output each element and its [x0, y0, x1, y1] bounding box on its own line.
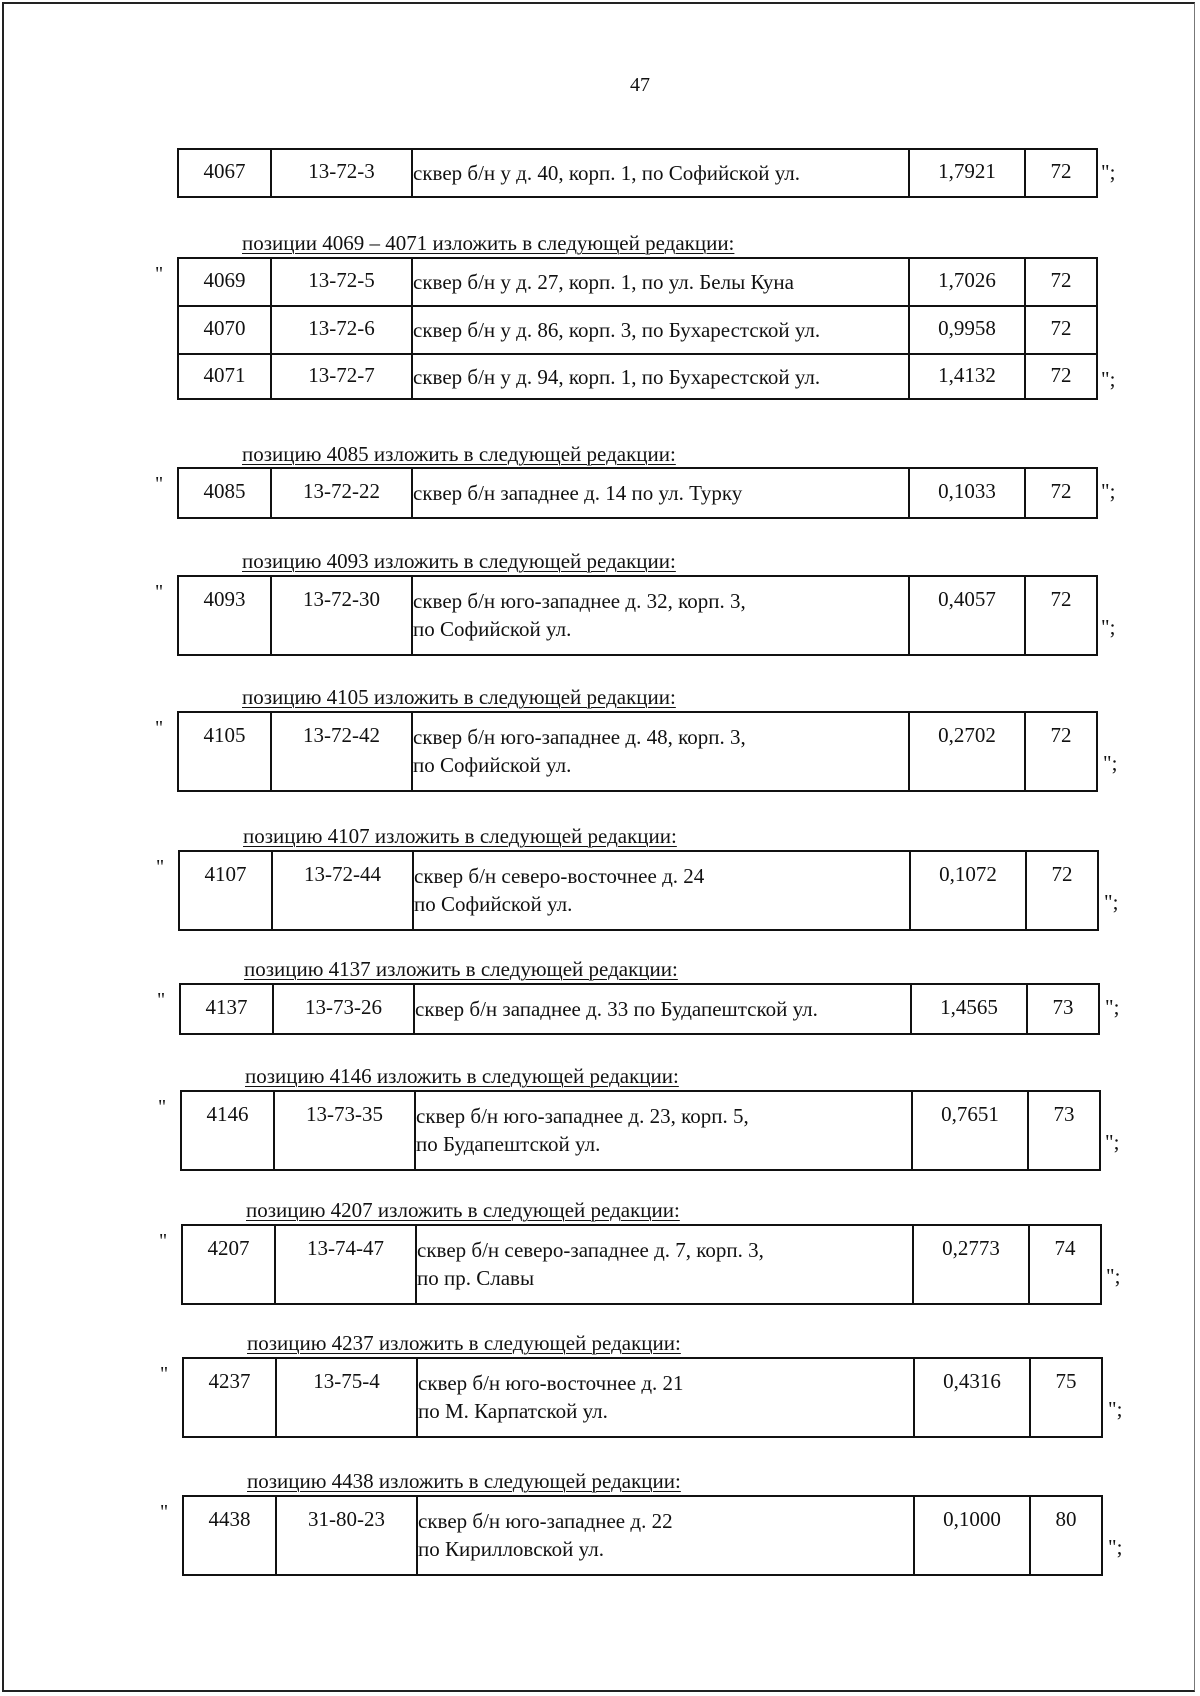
registry-code-cell: [271, 306, 412, 354]
address-cell: [417, 1358, 914, 1437]
area-text: 0,2773: [942, 1236, 1000, 1260]
registry-code-text: 13-72-42: [303, 723, 380, 747]
district-code-text: 72: [1050, 159, 1072, 183]
position-number-cell: [179, 851, 272, 930]
table-row: [182, 1225, 1101, 1304]
district-code-text: 73: [1053, 1102, 1075, 1126]
area-text: 0,1072: [939, 862, 997, 886]
positions-table: [177, 575, 1098, 656]
positions-table: [182, 1357, 1103, 1438]
area-cell: [909, 258, 1025, 306]
district-code-text: 72: [1050, 316, 1072, 340]
position-number-text: 4237: [208, 1369, 251, 1393]
address-text: сквер б/н юго-западнее д. 23, корп. 5, по Будапештской ул.: [416, 1104, 749, 1156]
position-heading-text: позицию 4093 изложить в следующей редакции:: [242, 549, 676, 573]
position-number-cell: [183, 1358, 276, 1437]
position-number-cell: [181, 1091, 274, 1170]
area-cell: [909, 149, 1025, 197]
address-cell: [414, 984, 911, 1034]
address-text: сквер б/н у д. 40, корп. 1, по Софийской ул.: [413, 161, 801, 185]
district-code-text: 72: [1051, 862, 1073, 886]
address-cell: [412, 468, 909, 518]
area-text: 0,2702: [938, 723, 996, 747]
address-text: сквер б/н юго-западнее д. 22 по Кирилловской ул.: [418, 1509, 673, 1561]
position-heading-text: позицию 4146 изложить в следующей редакции:: [245, 1064, 679, 1088]
position-number-text: 4067: [203, 159, 246, 183]
address-cell: [412, 354, 909, 399]
area-text: 1,4132: [938, 363, 996, 387]
district-code-cell: [1025, 712, 1097, 791]
positions-table: [182, 1495, 1103, 1576]
table-row: [183, 1496, 1102, 1575]
area-cell: [909, 576, 1025, 655]
district-code-text: 74: [1054, 1236, 1076, 1260]
area-cell: [909, 468, 1025, 518]
position-heading-text: позицию 4237 изложить в следующей редакции:: [247, 1331, 681, 1355]
position-number-cell: [180, 984, 273, 1034]
position-number-text: 4071: [203, 363, 246, 387]
registry-code-cell: [276, 1496, 417, 1575]
position-heading: [242, 442, 676, 467]
position-number-text: 4085: [203, 479, 246, 503]
area-text: 1,7026: [938, 268, 996, 292]
position-number-cell: [178, 576, 271, 655]
position-heading-text: позицию 4107 изложить в следующей редакции:: [243, 824, 677, 848]
address-text: сквер б/н у д. 94, корп. 1, по Бухарестской ул.: [413, 365, 821, 389]
address-cell: [417, 1496, 914, 1575]
positions-table: [180, 1090, 1101, 1171]
registry-code-text: 31-80-23: [308, 1507, 385, 1531]
positions-table: [179, 983, 1100, 1035]
district-code-cell: [1029, 1225, 1101, 1304]
position-heading: [247, 1469, 681, 1494]
table-row: [178, 258, 1097, 306]
area-cell: [912, 1091, 1028, 1170]
position-heading: [246, 1198, 680, 1223]
position-number-cell: [178, 354, 271, 399]
closing-quote: ";: [1108, 1535, 1123, 1559]
area-cell: [914, 1358, 1030, 1437]
area-text: 0,9958: [938, 316, 996, 340]
registry-code-cell: [271, 712, 412, 791]
position-heading: [242, 685, 676, 710]
position-heading: [244, 957, 678, 982]
closing-quote: ";: [1105, 1130, 1120, 1154]
address-cell: [412, 712, 909, 791]
registry-code-text: 13-72-7: [308, 363, 375, 387]
registry-code-text: 13-73-26: [305, 995, 382, 1019]
table-row: [178, 149, 1097, 197]
position-heading-text: позиции 4069 – 4071 изложить в следующей редакции:: [242, 231, 735, 255]
closing-quote: ";: [1106, 1264, 1121, 1288]
registry-code-cell: [271, 354, 412, 399]
registry-code-cell: [271, 149, 412, 197]
registry-code-text: 13-73-35: [306, 1102, 383, 1126]
opening-quote: ": [157, 989, 166, 1011]
district-code-text: 72: [1050, 479, 1072, 503]
position-number-text: 4093: [203, 587, 246, 611]
registry-code-text: 13-72-3: [308, 159, 375, 183]
registry-code-text: 13-74-47: [307, 1236, 384, 1260]
opening-quote: ": [155, 581, 164, 603]
address-cell: [412, 258, 909, 306]
area-text: 0,4316: [943, 1369, 1001, 1393]
table-row: [179, 851, 1098, 930]
district-code-cell: [1025, 258, 1097, 306]
area-cell: [913, 1225, 1029, 1304]
closing-quote: ";: [1101, 160, 1116, 184]
district-code-cell: [1025, 149, 1097, 197]
positions-table: [181, 1224, 1102, 1305]
address-cell: [413, 851, 910, 930]
position-number-text: 4070: [203, 316, 246, 340]
area-text: 0,1000: [943, 1507, 1001, 1531]
table-row: [180, 984, 1099, 1034]
district-code-cell: [1028, 1091, 1100, 1170]
position-number-cell: [178, 468, 271, 518]
registry-code-text: 13-72-5: [308, 268, 375, 292]
area-text: 1,4565: [940, 995, 998, 1019]
positions-table: [177, 148, 1098, 198]
opening-quote: ": [160, 1501, 169, 1523]
area-cell: [909, 354, 1025, 399]
position-number-cell: [178, 306, 271, 354]
registry-code-cell: [271, 576, 412, 655]
area-cell: [909, 712, 1025, 791]
district-code-text: 72: [1050, 268, 1072, 292]
position-number-cell: [178, 258, 271, 306]
table-row: [181, 1091, 1100, 1170]
address-cell: [412, 149, 909, 197]
registry-code-cell: [271, 468, 412, 518]
address-text: сквер б/н у д. 27, корп. 1, по ул. Белы Куна: [413, 270, 794, 294]
position-heading-text: позицию 4105 изложить в следующей редакции:: [242, 685, 676, 709]
opening-quote: ": [155, 717, 164, 739]
table-row: [178, 354, 1097, 399]
position-number-text: 4207: [207, 1236, 250, 1260]
registry-code-cell: [274, 1091, 415, 1170]
district-code-text: 72: [1050, 587, 1072, 611]
table-row: [178, 712, 1097, 791]
address-text: сквер б/н западнее д. 33 по Будапештской ул.: [415, 997, 818, 1021]
address-text: сквер б/н северо-восточнее д. 24 по Софийской ул.: [414, 864, 705, 916]
address-cell: [415, 1091, 912, 1170]
position-heading: [242, 231, 734, 256]
opening-quote: ": [158, 1096, 167, 1118]
positions-table: [177, 711, 1098, 792]
position-heading-text: позицию 4085 изложить в следующей редакции:: [242, 442, 676, 466]
area-text: 0,7651: [941, 1102, 999, 1126]
district-code-text: 75: [1055, 1369, 1077, 1393]
position-heading-text: позицию 4207 изложить в следующей редакции:: [246, 1198, 680, 1222]
table-row: [178, 468, 1097, 518]
opening-quote: ": [160, 1363, 169, 1385]
area-text: 0,4057: [938, 587, 996, 611]
district-code-cell: [1030, 1496, 1102, 1575]
position-number-text: 4438: [208, 1507, 251, 1531]
position-heading-text: позицию 4137 изложить в следующей редакции:: [244, 957, 678, 981]
opening-quote: ": [156, 856, 165, 878]
district-code-text: 72: [1050, 363, 1072, 387]
registry-code-cell: [273, 984, 414, 1034]
closing-quote: ";: [1101, 615, 1116, 639]
address-cell: [412, 576, 909, 655]
registry-code-cell: [272, 851, 413, 930]
district-code-cell: [1026, 851, 1098, 930]
position-number-cell: [182, 1225, 275, 1304]
area-text: 0,1033: [938, 479, 996, 503]
district-code-cell: [1025, 576, 1097, 655]
position-number-cell: [178, 149, 271, 197]
table-row: [178, 306, 1097, 354]
address-text: сквер б/н юго-восточнее д. 21 по М. Карпатской ул.: [418, 1371, 684, 1423]
area-cell: [909, 306, 1025, 354]
position-number-text: 4107: [204, 862, 247, 886]
opening-quote: ": [155, 473, 164, 495]
opening-quote: ": [159, 1230, 168, 1252]
registry-code-cell: [271, 258, 412, 306]
table-row: [178, 576, 1097, 655]
closing-quote: ";: [1105, 995, 1120, 1019]
position-number-text: 4137: [205, 995, 248, 1019]
closing-quote: ";: [1104, 890, 1119, 914]
position-heading-text: позицию 4438 изложить в следующей редакции:: [247, 1469, 681, 1493]
registry-code-text: 13-75-4: [313, 1369, 380, 1393]
district-code-cell: [1027, 984, 1099, 1034]
position-number-text: 4146: [206, 1102, 249, 1126]
registry-code-cell: [276, 1358, 417, 1437]
positions-table: [177, 257, 1098, 400]
address-text: сквер б/н юго-западнее д. 32, корп. 3, по Софийской ул.: [413, 589, 746, 641]
position-heading: [247, 1331, 681, 1356]
address-text: сквер б/н северо-западнее д. 7, корп. 3, по пр. Славы: [417, 1238, 764, 1290]
district-code-text: 72: [1050, 723, 1072, 747]
address-cell: [416, 1225, 913, 1304]
address-text: сквер б/н юго-западнее д. 48, корп. 3, по Софийской ул.: [413, 725, 746, 777]
closing-quote: ";: [1103, 751, 1118, 775]
position-number-text: 4069: [203, 268, 246, 292]
position-heading: [243, 824, 677, 849]
position-number-text: 4105: [203, 723, 246, 747]
page-number: 47: [630, 74, 650, 96]
district-code-text: 73: [1052, 995, 1074, 1019]
district-code-cell: [1025, 306, 1097, 354]
registry-code-text: 13-72-30: [303, 587, 380, 611]
position-number-cell: [178, 712, 271, 791]
area-cell: [911, 984, 1027, 1034]
address-text: сквер б/н западнее д. 14 по ул. Турку: [413, 481, 743, 505]
area-cell: [914, 1496, 1030, 1575]
position-heading: [245, 1064, 679, 1089]
area-cell: [910, 851, 1026, 930]
position-heading: [242, 549, 676, 574]
position-number-cell: [183, 1496, 276, 1575]
registry-code-text: 13-72-6: [308, 316, 375, 340]
area-text: 1,7921: [938, 159, 996, 183]
table-row: [183, 1358, 1102, 1437]
address-text: сквер б/н у д. 86, корп. 3, по Бухарестской ул.: [413, 318, 821, 342]
registry-code-text: 13-72-44: [304, 862, 381, 886]
closing-quote: ";: [1101, 367, 1116, 391]
opening-quote: ": [155, 263, 164, 285]
registry-code-cell: [275, 1225, 416, 1304]
district-code-cell: [1030, 1358, 1102, 1437]
address-cell: [412, 306, 909, 354]
positions-table: [178, 850, 1099, 931]
positions-table: [177, 467, 1098, 519]
district-code-cell: [1025, 354, 1097, 399]
district-code-cell: [1025, 468, 1097, 518]
district-code-text: 80: [1055, 1507, 1077, 1531]
closing-quote: ";: [1101, 479, 1116, 503]
closing-quote: ";: [1108, 1397, 1123, 1421]
registry-code-text: 13-72-22: [303, 479, 380, 503]
